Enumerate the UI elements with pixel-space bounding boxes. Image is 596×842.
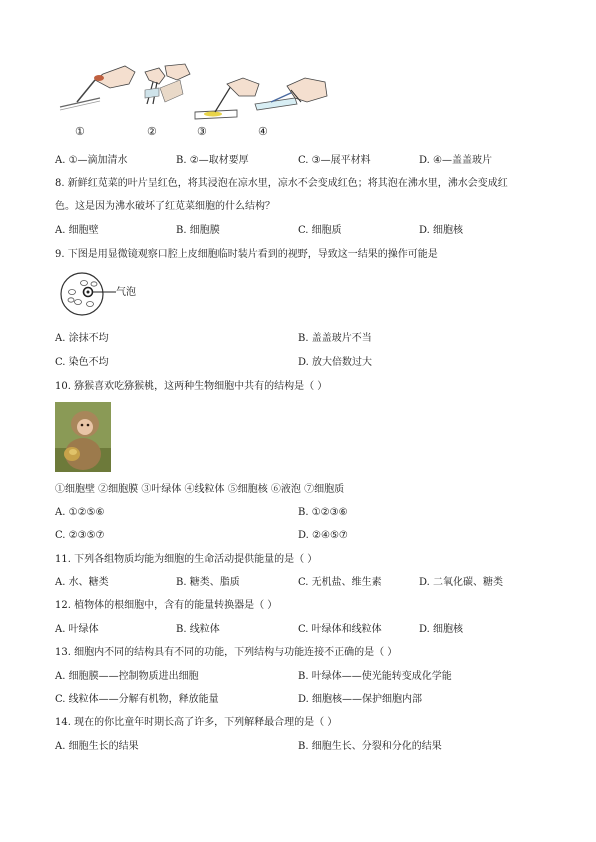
q14-option-b: B. 细胞生长、分裂和分化的结果 [298,741,442,752]
q11-option-a: A. 水、糖类 [55,577,109,588]
q12-option-d: D. 细胞核 [419,624,464,635]
q13-option-c: C. 线粒体——分解有机物，释放能量 [55,694,219,705]
q12-stem: 12. 植物体的根细胞中，含有的能量转换器是（ ） [55,600,278,611]
prev-option-b: B. ②—取材要厚 [176,155,249,166]
q9-option-c: C. 染色不均 [55,357,109,368]
q11-option-c: C. 无机盐、维生素 [298,577,382,588]
step2-illustration [145,64,190,104]
q9-option-a: A. 涂抹不均 [55,333,109,344]
bubble-label: 气泡 [116,287,136,298]
figure-label-4: ④ [258,125,268,138]
q13-option-a: A. 细胞膜——控制物质进出细胞 [55,671,199,682]
q9-option-b: B. 盖盖玻片不当 [298,333,372,344]
step3-illustration [195,78,259,119]
q10-option-d: D. ②④⑤⑦ [298,530,348,541]
q8-option-c: C. 细胞质 [298,225,342,236]
step1-illustration [60,66,135,110]
q8-option-a: A. 细胞壁 [55,225,99,236]
q11-option-d: D. 二氧化碳、糖类 [419,577,504,588]
q14-stem: 14. 现在的你比童年时期长高了许多，下列解释最合理的是（ ） [55,717,338,728]
q8-stem-line2: 色。这是因为沸水破坏了红苋菜细胞的什么结构？ [55,201,275,212]
figure-label-2: ② [147,125,157,138]
q10-option-b: B. ①②③⑥ [298,507,348,518]
procedure-figure [55,62,330,128]
q13-stem: 13. 细胞内不同的结构具有不同的功能，下列结构与功能连接不正确的是（ ） [55,647,398,658]
q12-option-b: B. 线粒体 [176,624,220,635]
q9-option-d: D. 放大倍数过大 [298,357,373,368]
q9-stem: 9. 下图是用显微镜观察口腔上皮细胞临时装片看到的视野，导致这一结果的操作可能是 [55,249,438,260]
q12-option-a: A. 叶绿体 [55,624,99,635]
prev-option-d: D. ④—盖盖玻片 [419,155,492,166]
prev-option-a: A. ①—滴加清水 [55,155,128,166]
q8-option-b: B. 细胞膜 [176,225,220,236]
q11-option-b: B. 糖类、脂质 [176,577,240,588]
q10-option-c: C. ②③⑤⑦ [55,530,105,541]
step4-illustration [255,78,327,110]
microscope-view-figure [58,270,118,318]
q8-option-d: D. 细胞核 [419,225,464,236]
q8-stem-line1: 8. 新鲜红苋菜的叶片呈红色，将其浸泡在凉水里，凉水不会变成红色；将其泡在沸水里，沸水会变成红 [55,178,508,189]
q14-option-a: A. 细胞生长的结果 [55,741,139,752]
q13-option-b: B. 叶绿体——使光能转变成化学能 [298,671,452,682]
prev-option-c: C. ③—展平材料 [298,155,371,166]
q10-option-a: A. ①②⑤⑥ [55,507,105,518]
monkey-photo [55,402,111,472]
q10-structure-list: ①细胞壁 ②细胞膜 ③叶绿体 ④线粒体 ⑤细胞核 ⑥液泡 ⑦细胞质 [55,484,345,495]
q13-option-d: D. 细胞核——保护细胞内部 [298,694,423,705]
q12-option-c: C. 叶绿体和线粒体 [298,624,382,635]
figure-label-1: ① [75,125,85,138]
q10-stem: 10. 猕猴喜欢吃猕猴桃，这两种生物细胞中共有的结构是（ ） [55,381,328,392]
q11-stem: 11. 下列各组物质均能为细胞的生命活动提供能量的是（ ） [55,554,318,565]
figure-label-3: ③ [197,125,207,138]
